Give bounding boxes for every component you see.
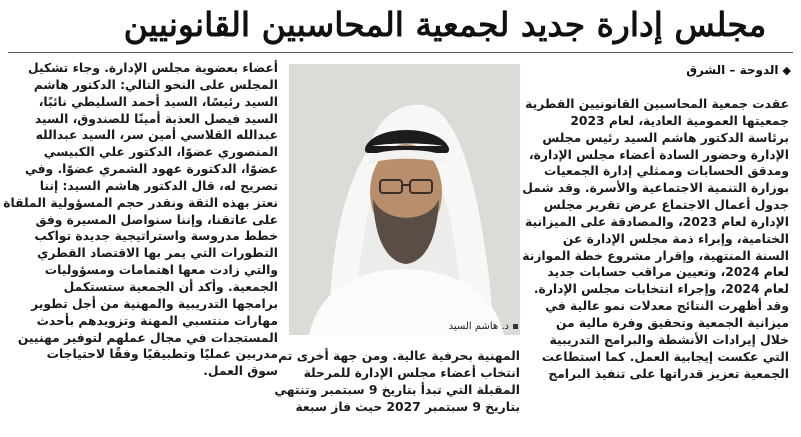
text-line: السيد فيصل العذبة أمينًا للصندوق، السيد [34, 111, 278, 126]
text-line: انتخاب أعضاء مجلس الإدارة للمرحلة [303, 365, 520, 380]
text-line: الختامية، وإبراء ذمة مجلس الإدارة عن [562, 231, 789, 246]
text-line: تصريح له، قال الدكتور هاشم السيد: إننا [39, 178, 278, 193]
text-line: جدول أعمال الاجتماع عرض تقرير مجلس [543, 198, 789, 213]
article-column-middle [274, 348, 520, 415]
photo-caption [430, 319, 518, 335]
text-line: لعام 2024، وإجراء انتخابات مجلس الإدارة. [533, 282, 789, 297]
text-line: السيد رئيسًا، السيد أحمد السليطي نائبًا، [38, 94, 278, 109]
portrait-photo [289, 64, 520, 335]
text-line: برامجها التدريبية والمهنية من أجل تطوير [31, 296, 278, 311]
diamond-icon: ◆ [782, 64, 791, 77]
text-line: عضوًا، الدكتورة عهود الشمري عضوًا. وفي [25, 162, 278, 177]
text-line: خلال إيرادات الأنشطة والبرامج التدريبية [549, 332, 789, 347]
headline: مجلس إدارة جديد لجمعية المحاسبين القانونيين [123, 5, 767, 44]
text-line: جمعيتها العمومية العادية، لعام 2023 [570, 113, 789, 128]
headline-divider [8, 52, 793, 53]
text-line: بتاريخ 9 سبتمبر 2027 حيث فاز سبعة [295, 399, 520, 414]
text-line: عبدالله القلاسي أمين سر، السيد عبدالله [35, 128, 278, 143]
article-column-left [3, 60, 278, 380]
text-line: المقبلة التي تبدأ بتاريخ 9 سبتمبر وتنتهي [274, 382, 520, 397]
byline-text: الدوحة – الشرق [686, 63, 779, 77]
text-line: مهارات منتسبي المهنة وتزويدهم بأحدث [36, 313, 278, 328]
photo-caption-text: د. هاشم السيد [448, 321, 509, 332]
text-line: التطورات التي يمر بها الاقتصاد القطري [37, 246, 278, 261]
text-line: لعام 2024، وتعيين مراقب حسابات جديد [547, 265, 789, 280]
text-line: وقد أظهرت النتائج معدلات نمو عالية في [545, 299, 789, 314]
text-line: السنة المنتهية، وإقرار مشروع خطة الموازنة [522, 248, 789, 263]
text-line: المستجدات في مجال عملهم لتوفير مهنيين [17, 330, 278, 345]
text-line: ميزانية الجمعية وتحقيق وفرة مالية من [555, 315, 789, 330]
text-line: بوزارة التنمية الاجتماعية والأسرة. وقد شمل [522, 181, 789, 196]
text-line: والتي زادت معها اهتمامات ومسؤوليات [44, 263, 278, 278]
square-bullet-icon [513, 324, 518, 329]
text-line: الجمعية تعزيز قدراتها على تنفيذ البرامج [548, 366, 789, 381]
text-line: الإدارة وحضور السادة أعضاء مجلس الإدارة، [528, 147, 789, 162]
text-line: الإدارة لعام 2023، والمصادقة على الميزانية [525, 214, 789, 229]
text-line: التي عكست إيجابية العمل. كما استطاعت [541, 349, 789, 364]
text-line: مدربين عمليًا وتطبيقيًا وفقًا لاحتياجات [46, 347, 278, 362]
text-line: المهنية بحرفية عالية. ومن جهة أخرى تم [278, 349, 520, 363]
text-line: ومدقق الحسابات وممثلي إدارة الجمعيات [544, 164, 789, 179]
text-line: أعضاء بعضوية مجلس الإدارة. وجاء تشكيل [28, 61, 278, 75]
text-line: على عاتقنا، وإننا سنواصل المسيرة وفق [35, 212, 278, 227]
text-line: الجمعية. وأكد أن الجمعية ستستكمل [63, 279, 278, 294]
article-column-right [522, 96, 789, 382]
byline [561, 60, 791, 81]
text-line: عقدت جمعية المحاسبين القانونيين القطرية [525, 97, 789, 111]
text-line: المجلس على النحو التالي: الدكتور هاشم [33, 77, 278, 92]
text-line: نعتز بهذه الثقة ونقدر حجم المسؤولية الملقاة [3, 195, 278, 210]
text-line: سوق العمل. [203, 364, 278, 379]
text-line: خطط مدروسة واستراتيجية جديدة تواكب [34, 229, 278, 244]
text-line: المنصوري عضوًا، الدكتور علي الكبيسي [43, 145, 278, 160]
text-line: برئاسة الدكتور هاشم السيد رئيس مجلس [542, 130, 789, 145]
portrait-image [289, 64, 520, 335]
